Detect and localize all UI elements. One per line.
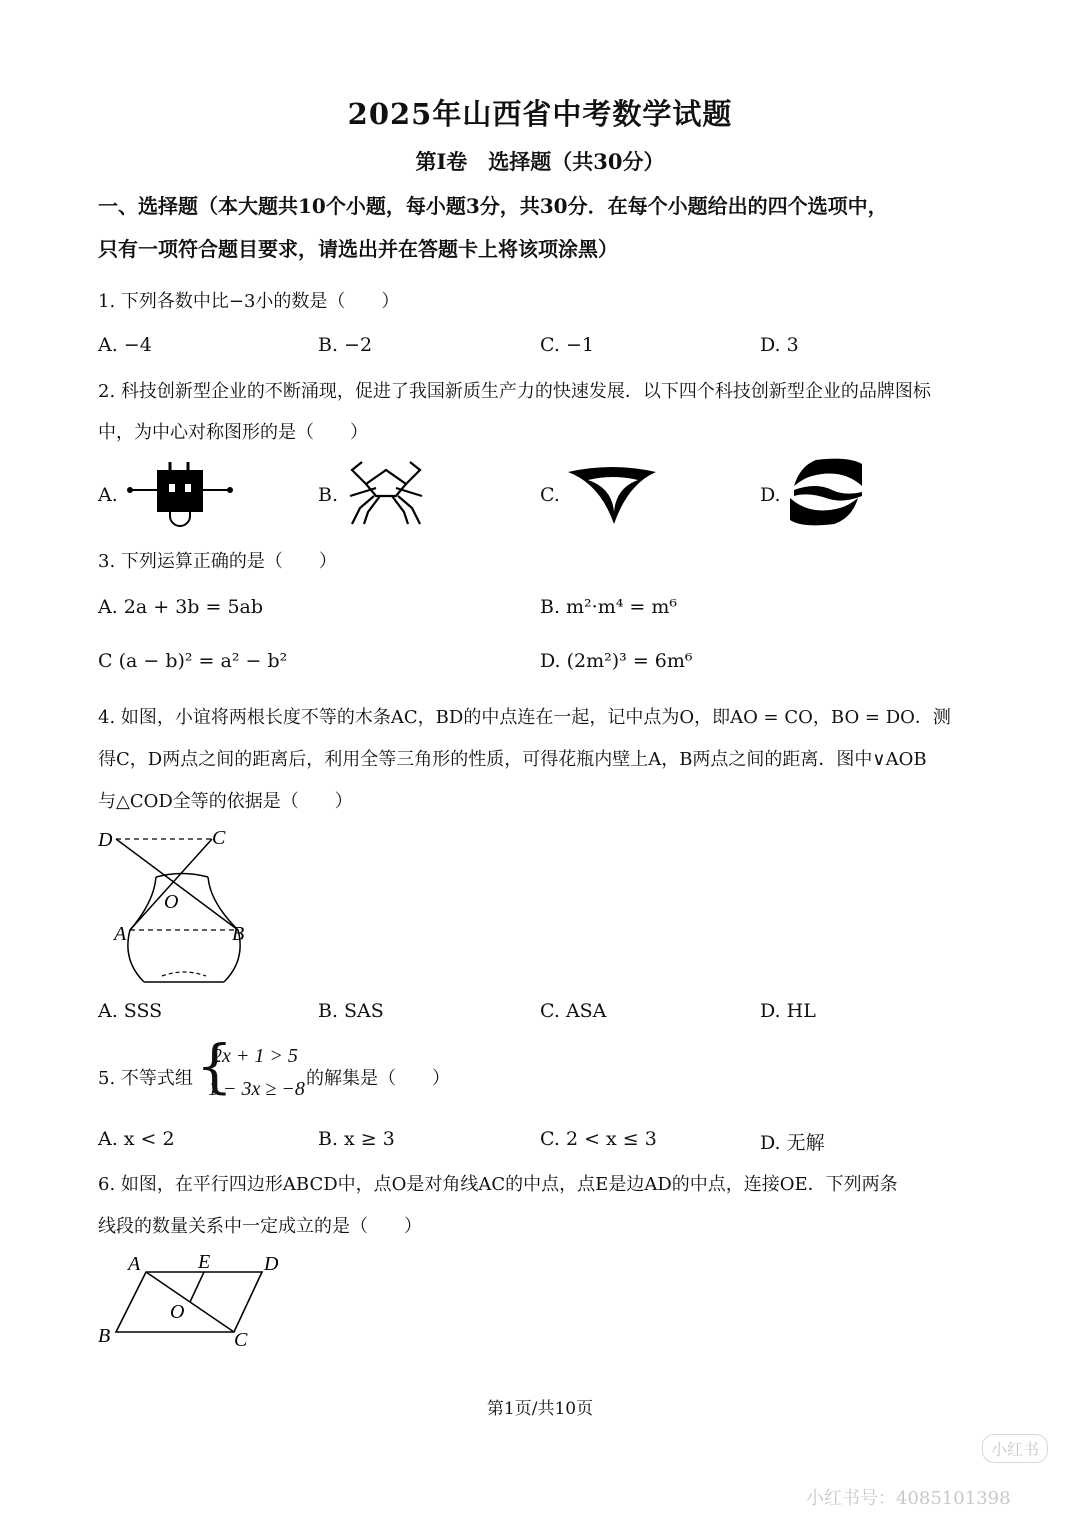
tri-curve-logo-icon (566, 460, 658, 526)
q3-option-c: C (a − b)² = a² − b² (98, 650, 288, 672)
q5-option-c: C. 2 < x ≤ 3 (540, 1128, 657, 1150)
q1-option-a: A. −4 (98, 334, 152, 356)
q1-stem: 1. 下列各数中比−3小的数是（ ） (98, 291, 400, 312)
watermark-logo: 小红书 (982, 1434, 1048, 1463)
q6-stem-line2: 线段的数量关系中一定成立的是（ ） (98, 1216, 422, 1237)
crab-logo-icon (344, 458, 428, 528)
label-c: C (234, 1329, 248, 1350)
q4-option-d: D. HL (760, 1000, 816, 1022)
q2-option-b-label: B. (318, 484, 339, 506)
parallelogram-figure (94, 1246, 294, 1350)
q3-option-b: B. m²·m⁴ = m⁶ (540, 596, 677, 618)
q4-option-c: C. ASA (540, 1000, 607, 1022)
label-a: A (128, 1253, 141, 1275)
q2-stem-line1: 2. 科技创新型企业的不断涌现，促进了我国新质生产力的快速发展．以下四个科技创新型企业的品牌图标 (98, 381, 931, 402)
label-o: O (164, 891, 179, 913)
q3-option-d: D. (2m²)³ = 6m⁶ (540, 650, 693, 672)
q4-stem-line3: 与△COD全等的依据是（ ） (98, 791, 353, 812)
page-title: 2025年山西省中考数学试题 (347, 97, 733, 131)
swirl-logo-icon (786, 456, 866, 528)
q2-option-c-label: C. (540, 484, 560, 506)
q3-stem: 3. 下列运算正确的是（ ） (98, 551, 337, 572)
q5-inequality-1: 2x + 1 > 5 (212, 1045, 298, 1067)
page-footer: 第1页/共10页 (486, 1399, 594, 1419)
section-subtitle: 第I卷 选择题（共30分） (415, 149, 665, 174)
q6-stem-line1: 6. 如图，在平行四边形ABCD中，点O是对角线AC的中点，点E是边AD的中点，连接OE．下列两条 (98, 1174, 898, 1195)
section-instructions-line1: 一、选择题（本大题共10个小题，每小题3分，共30分．在每个小题给出的四个选项中， (98, 194, 888, 218)
label-d: D (98, 829, 113, 851)
robot-logo-icon (124, 458, 236, 530)
label-b: B (98, 1325, 111, 1347)
section-instructions-line2: 只有一项符合题目要求，请选出并在答题卡上将该项涂黑） (98, 237, 618, 261)
q3-option-a: A. 2a + 3b = 5ab (98, 596, 264, 618)
q4-stem-line1: 4. 如图，小谊将两根长度不等的木条AC，BD的中点连在一起，记中点为O，即AO = CO，BO = DO．测 (98, 707, 951, 728)
q5-prefix: 5. 不等式组 (98, 1068, 193, 1089)
q4-stem-line2: 得C，D两点之间的距离后，利用全等三角形的性质，可得花瓶内壁上A，B两点之间的距离．图中∨AOB (98, 749, 927, 770)
q1-option-c: C. −1 (540, 334, 594, 356)
label-d: D (264, 1253, 279, 1275)
q4-option-a: A. SSS (98, 1000, 163, 1022)
q1-option-b: B. −2 (318, 334, 373, 356)
q5-suffix: 的解集是（ ） (306, 1068, 450, 1089)
q5-inequality-2: 1 − 3x ≥ −8 (208, 1078, 305, 1100)
q2-stem-line2: 中，为中心对称图形的是（ ） (98, 422, 368, 443)
label-b: B (232, 923, 245, 945)
q2-option-a-label: A. (98, 484, 118, 506)
label-o: O (170, 1301, 185, 1323)
q5-option-d: D. 无解 (760, 1132, 825, 1154)
label-e: E (198, 1251, 211, 1273)
label-a: A (114, 923, 127, 945)
q2-option-d-label: D. (760, 484, 781, 506)
q5-option-a: A. x < 2 (98, 1128, 175, 1150)
q1-option-d: D. 3 (760, 334, 799, 356)
q5-brace: { (196, 1032, 233, 1100)
label-c: C (212, 827, 226, 849)
watermark-id: 小红书号：4085101398 (806, 1488, 1011, 1509)
q5-option-b: B. x ≥ 3 (318, 1128, 395, 1150)
vase-figure (92, 822, 262, 992)
q4-option-b: B. SAS (318, 1000, 384, 1022)
